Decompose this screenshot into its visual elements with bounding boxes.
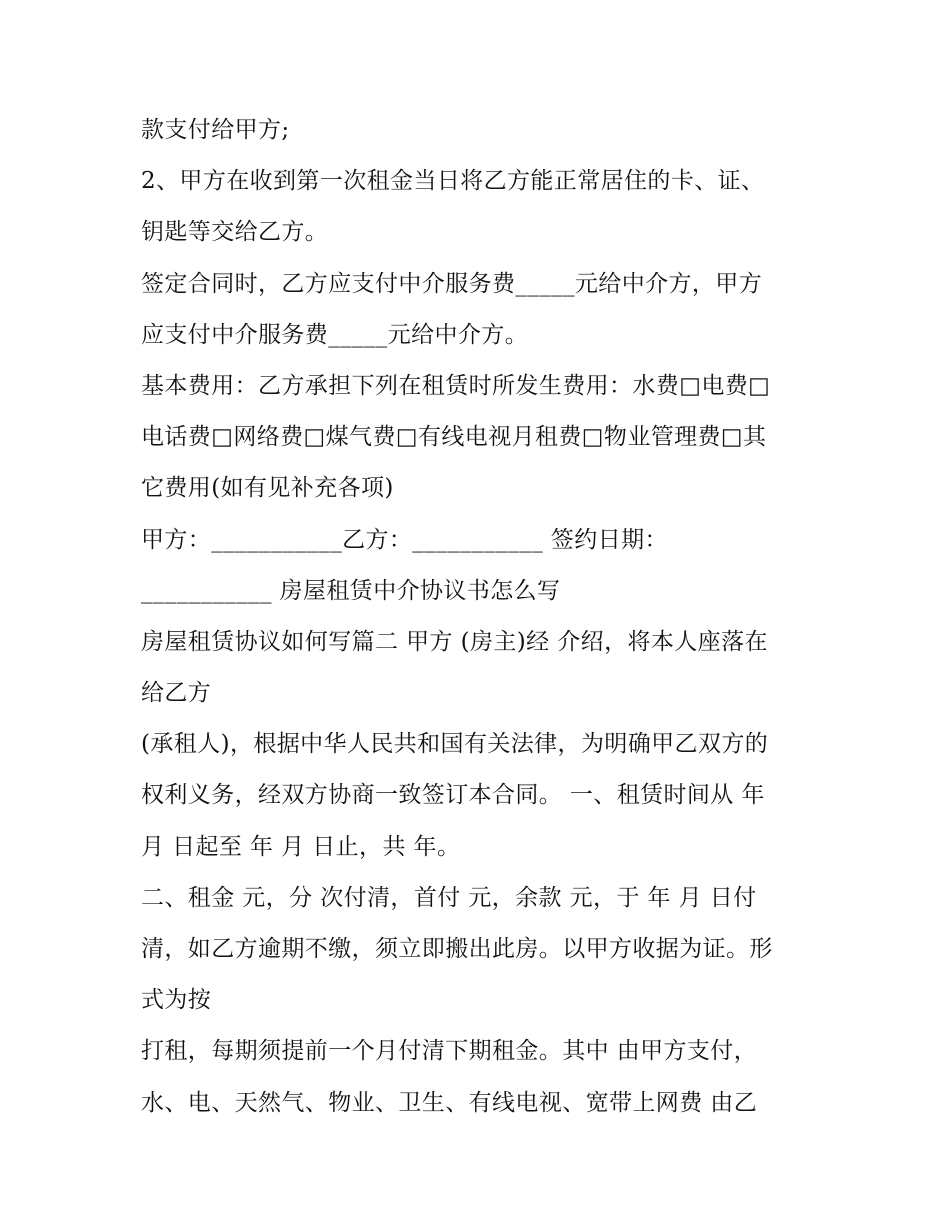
text-line: 它费用(如有见补充各项) bbox=[141, 475, 394, 502]
text-line: 款支付给甲方; bbox=[141, 117, 290, 143]
text-line: 应支付中介服务费_____元给中介方。 bbox=[141, 321, 529, 348]
text-line: 签定合同时，乙方应支付中介服务费_____元给中介方，甲方 bbox=[141, 270, 763, 297]
text-line: 给乙方 bbox=[141, 680, 212, 707]
text-line: 式为按 bbox=[141, 987, 212, 1014]
text-line: 电话费□网络费□煤气费□有线电视月租费□物业管理费□其 bbox=[141, 424, 767, 451]
text-line: 权利义务，经双方协商一致签订本合同。 一、租赁时间从 年 bbox=[141, 782, 765, 809]
text-line: 月 日起至 年 月 日止，共 年。 bbox=[141, 833, 461, 860]
text-line: 甲方：___________乙方：___________ 签约日期： bbox=[141, 526, 668, 553]
text-line: 基本费用：乙方承担下列在租赁时所发生费用：水费□电费□ bbox=[141, 372, 771, 399]
text-line: 2、甲方在收到第一次租金当日将乙方能正常居住的卡、证、 bbox=[141, 168, 765, 195]
document-body bbox=[141, 108, 841, 1132]
text-line: 打租，每期须提前一个月付清下期租金。其中 由甲方支付， bbox=[141, 1038, 758, 1065]
text-line: (承租人)，根据中华人民共和国有关法律，为明确甲乙双方的 bbox=[141, 731, 769, 758]
text-line: 钥匙等交给乙方。 bbox=[141, 219, 329, 246]
text-line: ___________ 房屋租赁中介协议书怎么写 bbox=[141, 577, 561, 604]
text-line: 二、租金 元，分 次付清，首付 元，余款 元，于 年 月 日付 bbox=[141, 884, 757, 911]
text-line: 房屋租赁协议如何写篇二 甲方 (房主)经 介绍，将本人座落在 bbox=[141, 628, 768, 655]
text-line: 清，如乙方逾期不缴，须立即搬出此房。以甲方收据为证。形 bbox=[141, 936, 773, 962]
text-line: 水、电、天然气、物业、卫生、有线电视、宽带上网费 由乙 bbox=[141, 1089, 758, 1116]
